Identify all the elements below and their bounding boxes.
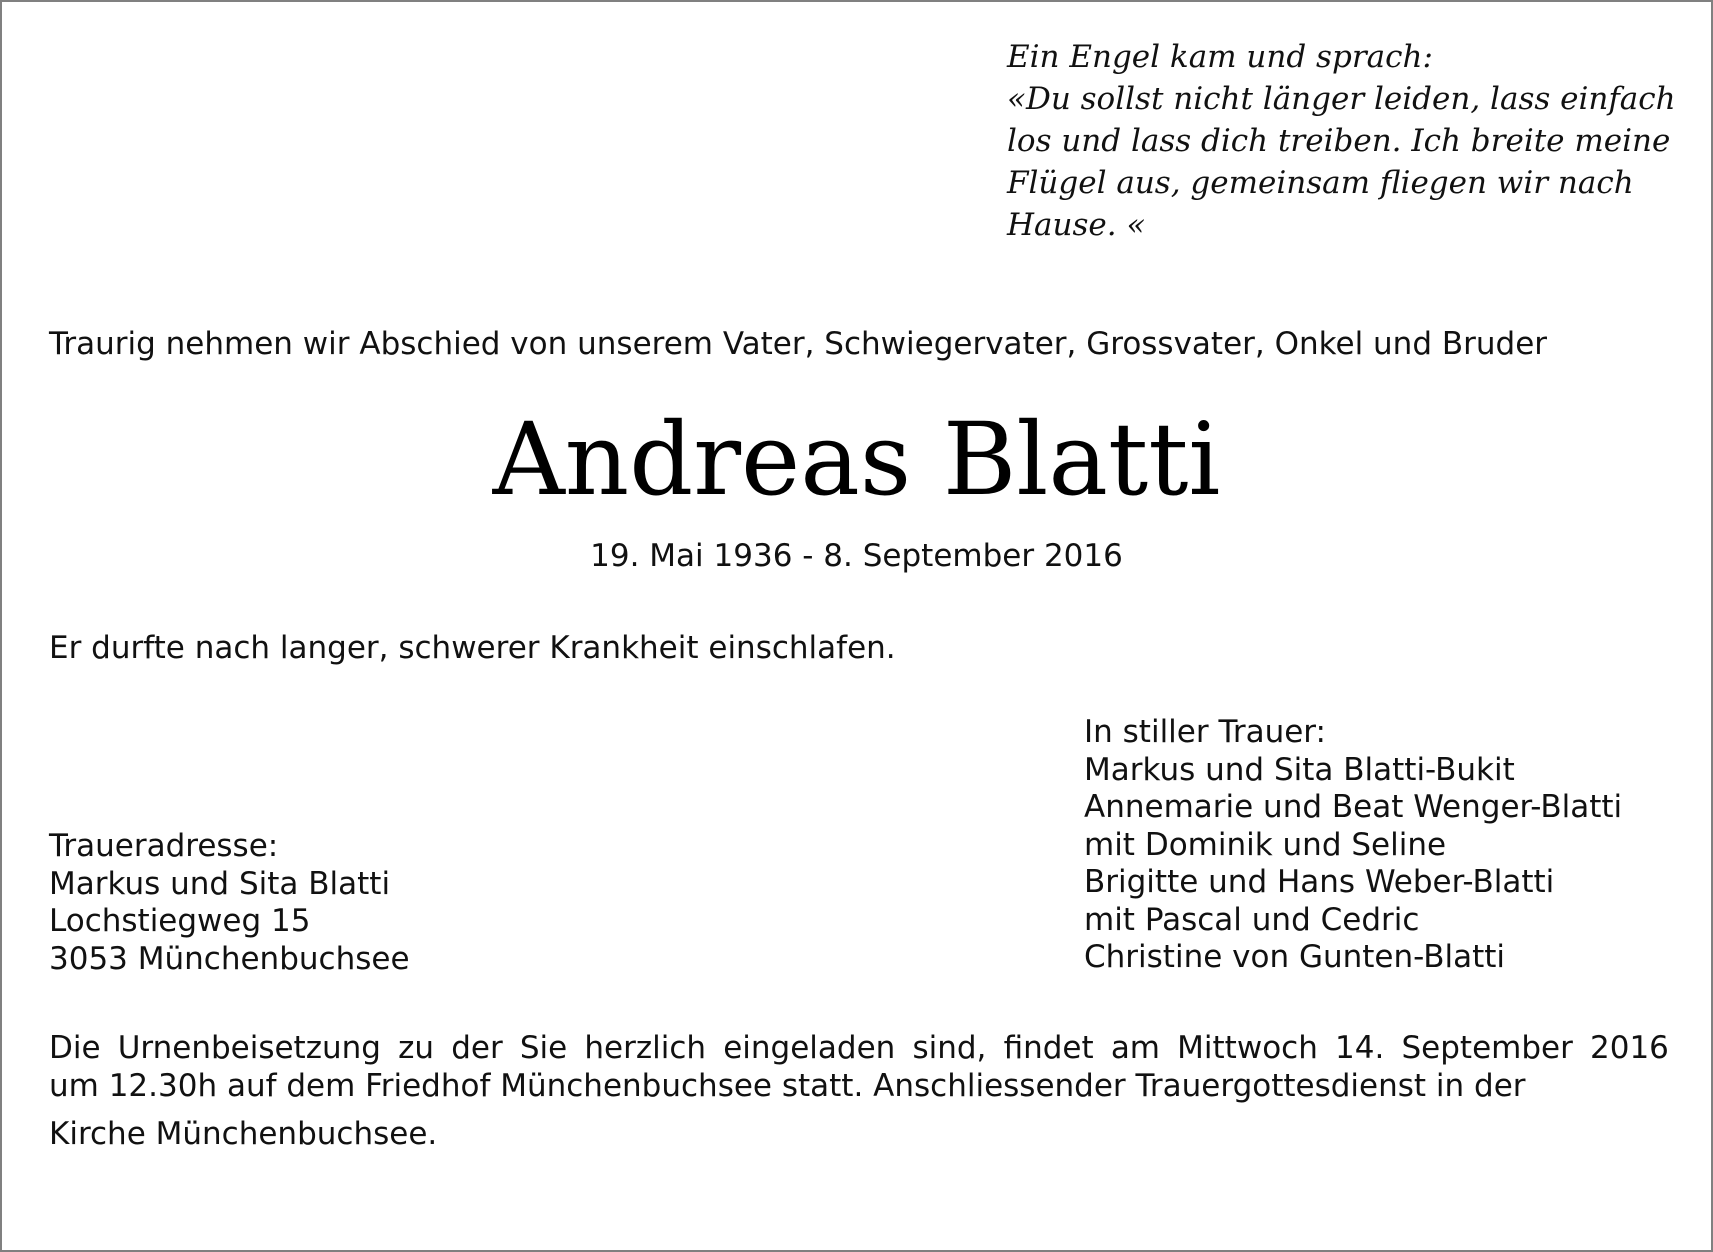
service-word: findet [1003, 1030, 1094, 1066]
service-word: am [1110, 1030, 1161, 1066]
poem-line: los und lass dich treiben. Ich breite meine [1007, 123, 1671, 159]
service-line-2: um 12.30h auf dem Friedhof Münchenbuchsee statt. Anschliessender Trauergottesdienst in der [49, 1068, 1526, 1104]
mourners-heading: In stiller Trauer: [1084, 714, 1326, 750]
mourners-list [1084, 714, 1622, 977]
service-word: eingeladen [723, 1030, 896, 1066]
service-word: September [1401, 1030, 1573, 1066]
address-line: 3053 Münchenbuchsee [49, 940, 410, 977]
service-word: Die [49, 1030, 101, 1066]
mourner-line: mit Dominik und Seline [1084, 826, 1447, 863]
service-word: Sie [519, 1030, 568, 1066]
service-announcement [49, 1029, 1669, 1153]
poem-quote [1007, 36, 1697, 246]
life-dates: 19. Mai 1936 - 8. September 2016 [590, 538, 1123, 574]
poem-line: Hause. « [1007, 207, 1146, 243]
service-word: Urnenbeisetzung [117, 1030, 381, 1066]
mourner-line: Annemarie und Beat Wenger-Blatti [1084, 789, 1623, 825]
address-line: Lochstiegweg 15 [49, 903, 311, 939]
poem-line: Flügel aus, gemeinsam fliegen wir nach [1007, 165, 1634, 201]
service-word: Mittwoch [1177, 1030, 1318, 1066]
mourner-line: mit Pascal und Cedric [1084, 901, 1420, 938]
service-word: zu [398, 1030, 435, 1066]
mourner-line: Brigitte und Hans Weber-Blatti [1084, 864, 1555, 900]
address-line: Markus und Sita Blatti [49, 865, 391, 902]
service-word: 14. [1335, 1030, 1385, 1066]
service-word: 2016 [1590, 1030, 1669, 1066]
passing-statement: Er durfte nach langer, schwerer Krankheit einschlafen. [49, 630, 896, 666]
service-word: sind, [912, 1030, 987, 1066]
service-word: der [451, 1030, 503, 1066]
service-line-3: Kirche Münchenbuchsee. [49, 1116, 438, 1152]
mourning-address [49, 828, 410, 978]
deceased-name: Andreas Blatti [492, 401, 1221, 518]
poem-line: «Du sollst nicht länger leiden, lass einfach [1007, 81, 1676, 117]
mourner-line: Christine von Gunten-Blatti [1084, 939, 1506, 975]
service-word: herzlich [584, 1030, 707, 1066]
poem-line: Ein Engel kam und sprach: [1007, 39, 1433, 75]
intro-text: Traurig nehmen wir Abschied von unserem Vater, Schwiegervater, Grossvater, Onkel und Bruder [49, 326, 1548, 362]
address-heading: Traueradresse: [49, 828, 279, 864]
service-line-1 [49, 1029, 1669, 1067]
mourner-line: Markus und Sita Blatti-Bukit [1084, 751, 1515, 788]
